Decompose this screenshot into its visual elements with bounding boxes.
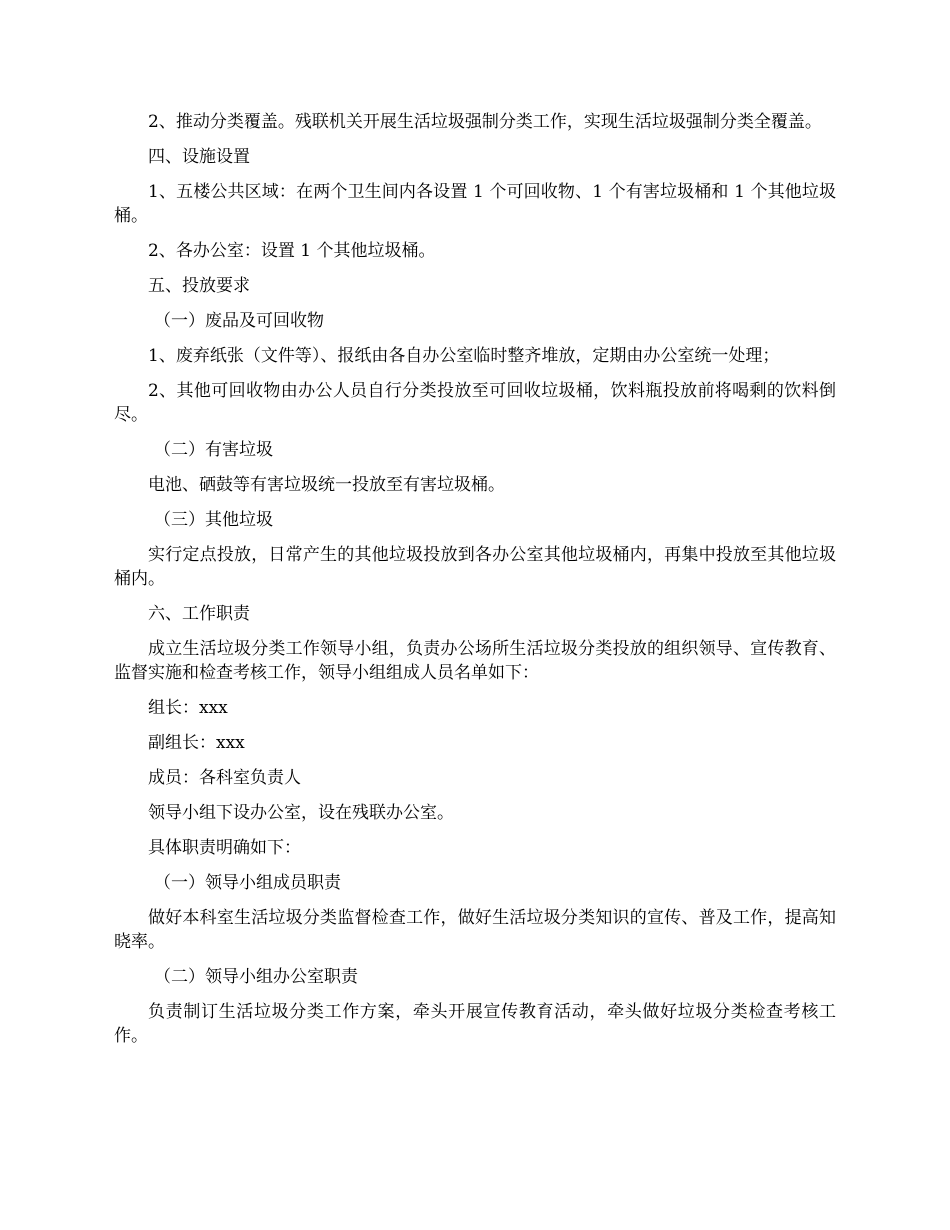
subheading-recyclables: （一）废品及可回收物 [154, 311, 324, 331]
paragraph-member-duties: 做好本科室生活垃圾分类监督检查工作，做好生活垃圾分类知识的宣传、普及工作，提高知晓率。 [114, 908, 836, 952]
subheading-hazardous: （二）有害垃圾 [154, 440, 273, 460]
paragraph-office-bins: 2、各办公室：设置 1 个其他垃圾桶。 [148, 241, 436, 261]
subheading-office-duties: （二）领导小组办公室职责 [154, 967, 358, 987]
paragraph-group-office: 领导小组下设办公室，设在残联办公室。 [148, 803, 454, 823]
paragraph-leading-group: 成立生活垃圾分类工作领导小组，负责办公场所生活垃圾分类投放的组织领导、宣传教育、监督实施和检查考核工作，领导小组组成人员名单如下： [114, 639, 836, 683]
section-heading-disposal: 五、投放要求 [148, 276, 250, 296]
section-heading-facilities: 四、设施设置 [148, 147, 250, 167]
paragraph-waste-paper: 1、废弃纸张（文件等）、报纸由各自办公室临时整齐堆放，定期由办公室统一处理； [148, 346, 780, 366]
paragraph-duties-intro: 具体职责明确如下： [148, 838, 301, 858]
paragraph-office-duties: 负责制订生活垃圾分类工作方案，牵头开展宣传教育活动，牵头做好垃圾分类检查考核工作。 [114, 1002, 836, 1046]
paragraph-other-waste-disposal: 实行定点投放，日常产生的其他垃圾投放到各办公室其他垃圾桶内，再集中投放至其他垃圾桶内。 [114, 545, 836, 589]
document-body [114, 110, 836, 1059]
paragraph-fifth-floor-bins: 1、五楼公共区域：在两个卫生间内各设置 1 个可回收物、1 个有害垃圾桶和 1 个其他垃圾桶。 [114, 182, 836, 226]
subheading-member-duties: （一）领导小组成员职责 [154, 873, 341, 893]
paragraph-deputy-leader: 副组长：xxx [148, 733, 245, 753]
paragraph-members: 成员：各科室负责人 [148, 768, 301, 788]
subheading-other-waste: （三）其他垃圾 [154, 510, 273, 530]
paragraph-push-coverage: 2、推动分类覆盖。残联机关开展生活垃圾强制分类工作，实现生活垃圾强制分类全覆盖。 [148, 112, 822, 132]
paragraph-hazardous-disposal: 电池、硒鼓等有害垃圾统一投放至有害垃圾桶。 [148, 475, 505, 495]
paragraph-group-leader: 组长：xxx [148, 698, 228, 718]
paragraph-other-recyclables: 2、其他可回收物由办公人员自行分类投放至可回收垃圾桶，饮料瓶投放前将喝剩的饮料倒尽。 [114, 381, 836, 425]
section-heading-responsibilities: 六、工作职责 [148, 604, 250, 624]
